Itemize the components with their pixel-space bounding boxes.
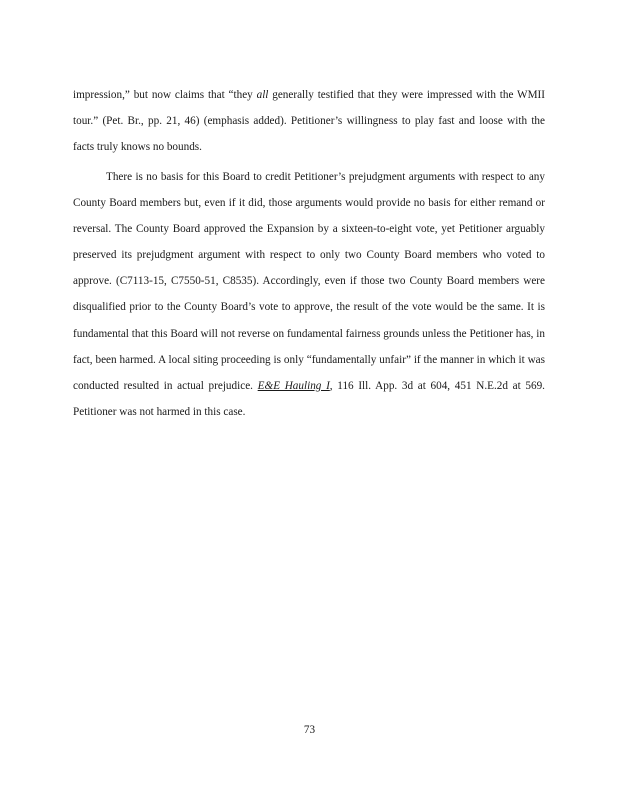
paragraph-continuation bbox=[73, 82, 545, 160]
case-citation: E&E Hauling I bbox=[257, 379, 330, 392]
paragraph-2-text-b: , 116 Ill. App. 3d at 604, 451 N.E.2d at 569. Petitioner was not harmed in this case. bbox=[73, 379, 545, 418]
page-number: 73 bbox=[303, 724, 316, 736]
paragraph-2-text-a: There is no basis for this Board to credit Petitioner’s prejudgment arguments with respect to any County Board members but, even if it did, those arguments would provide no basis for either remand or reversal. The County Board approved the Expansion by a sixteen-to-eight vote, yet Petitioner arguably preserved its prejudgment argument with respect to only two County Board members who voted to approve. (C7113-15, C7550-51, C8535). Accordingly, even if those two County Board members were disqualified prior to the County Board’s vote to approve, the result of the vote would be the same. It is fundamental that this Board will not reverse on fundamental fairness grounds unless the Petitioner has, in fact, been harmed. A local siting proceeding is only “fundamentally unfair” if the manner in which it was conducted resulted in actual prejudice. bbox=[73, 171, 545, 392]
paragraph-prejudgment bbox=[73, 164, 545, 425]
paragraph-1-text-a: impression,” but now claims that “they bbox=[73, 89, 257, 101]
paragraph-1-text-b: generally testified that they were impressed with the WMII tour.” (Pet. Br., pp. 21, 46) (emphasis added). Petitioner’s willingness to play fast and loose with the facts truly knows no bounds. bbox=[73, 89, 545, 154]
paragraph-1-emphasis: all bbox=[256, 89, 269, 101]
